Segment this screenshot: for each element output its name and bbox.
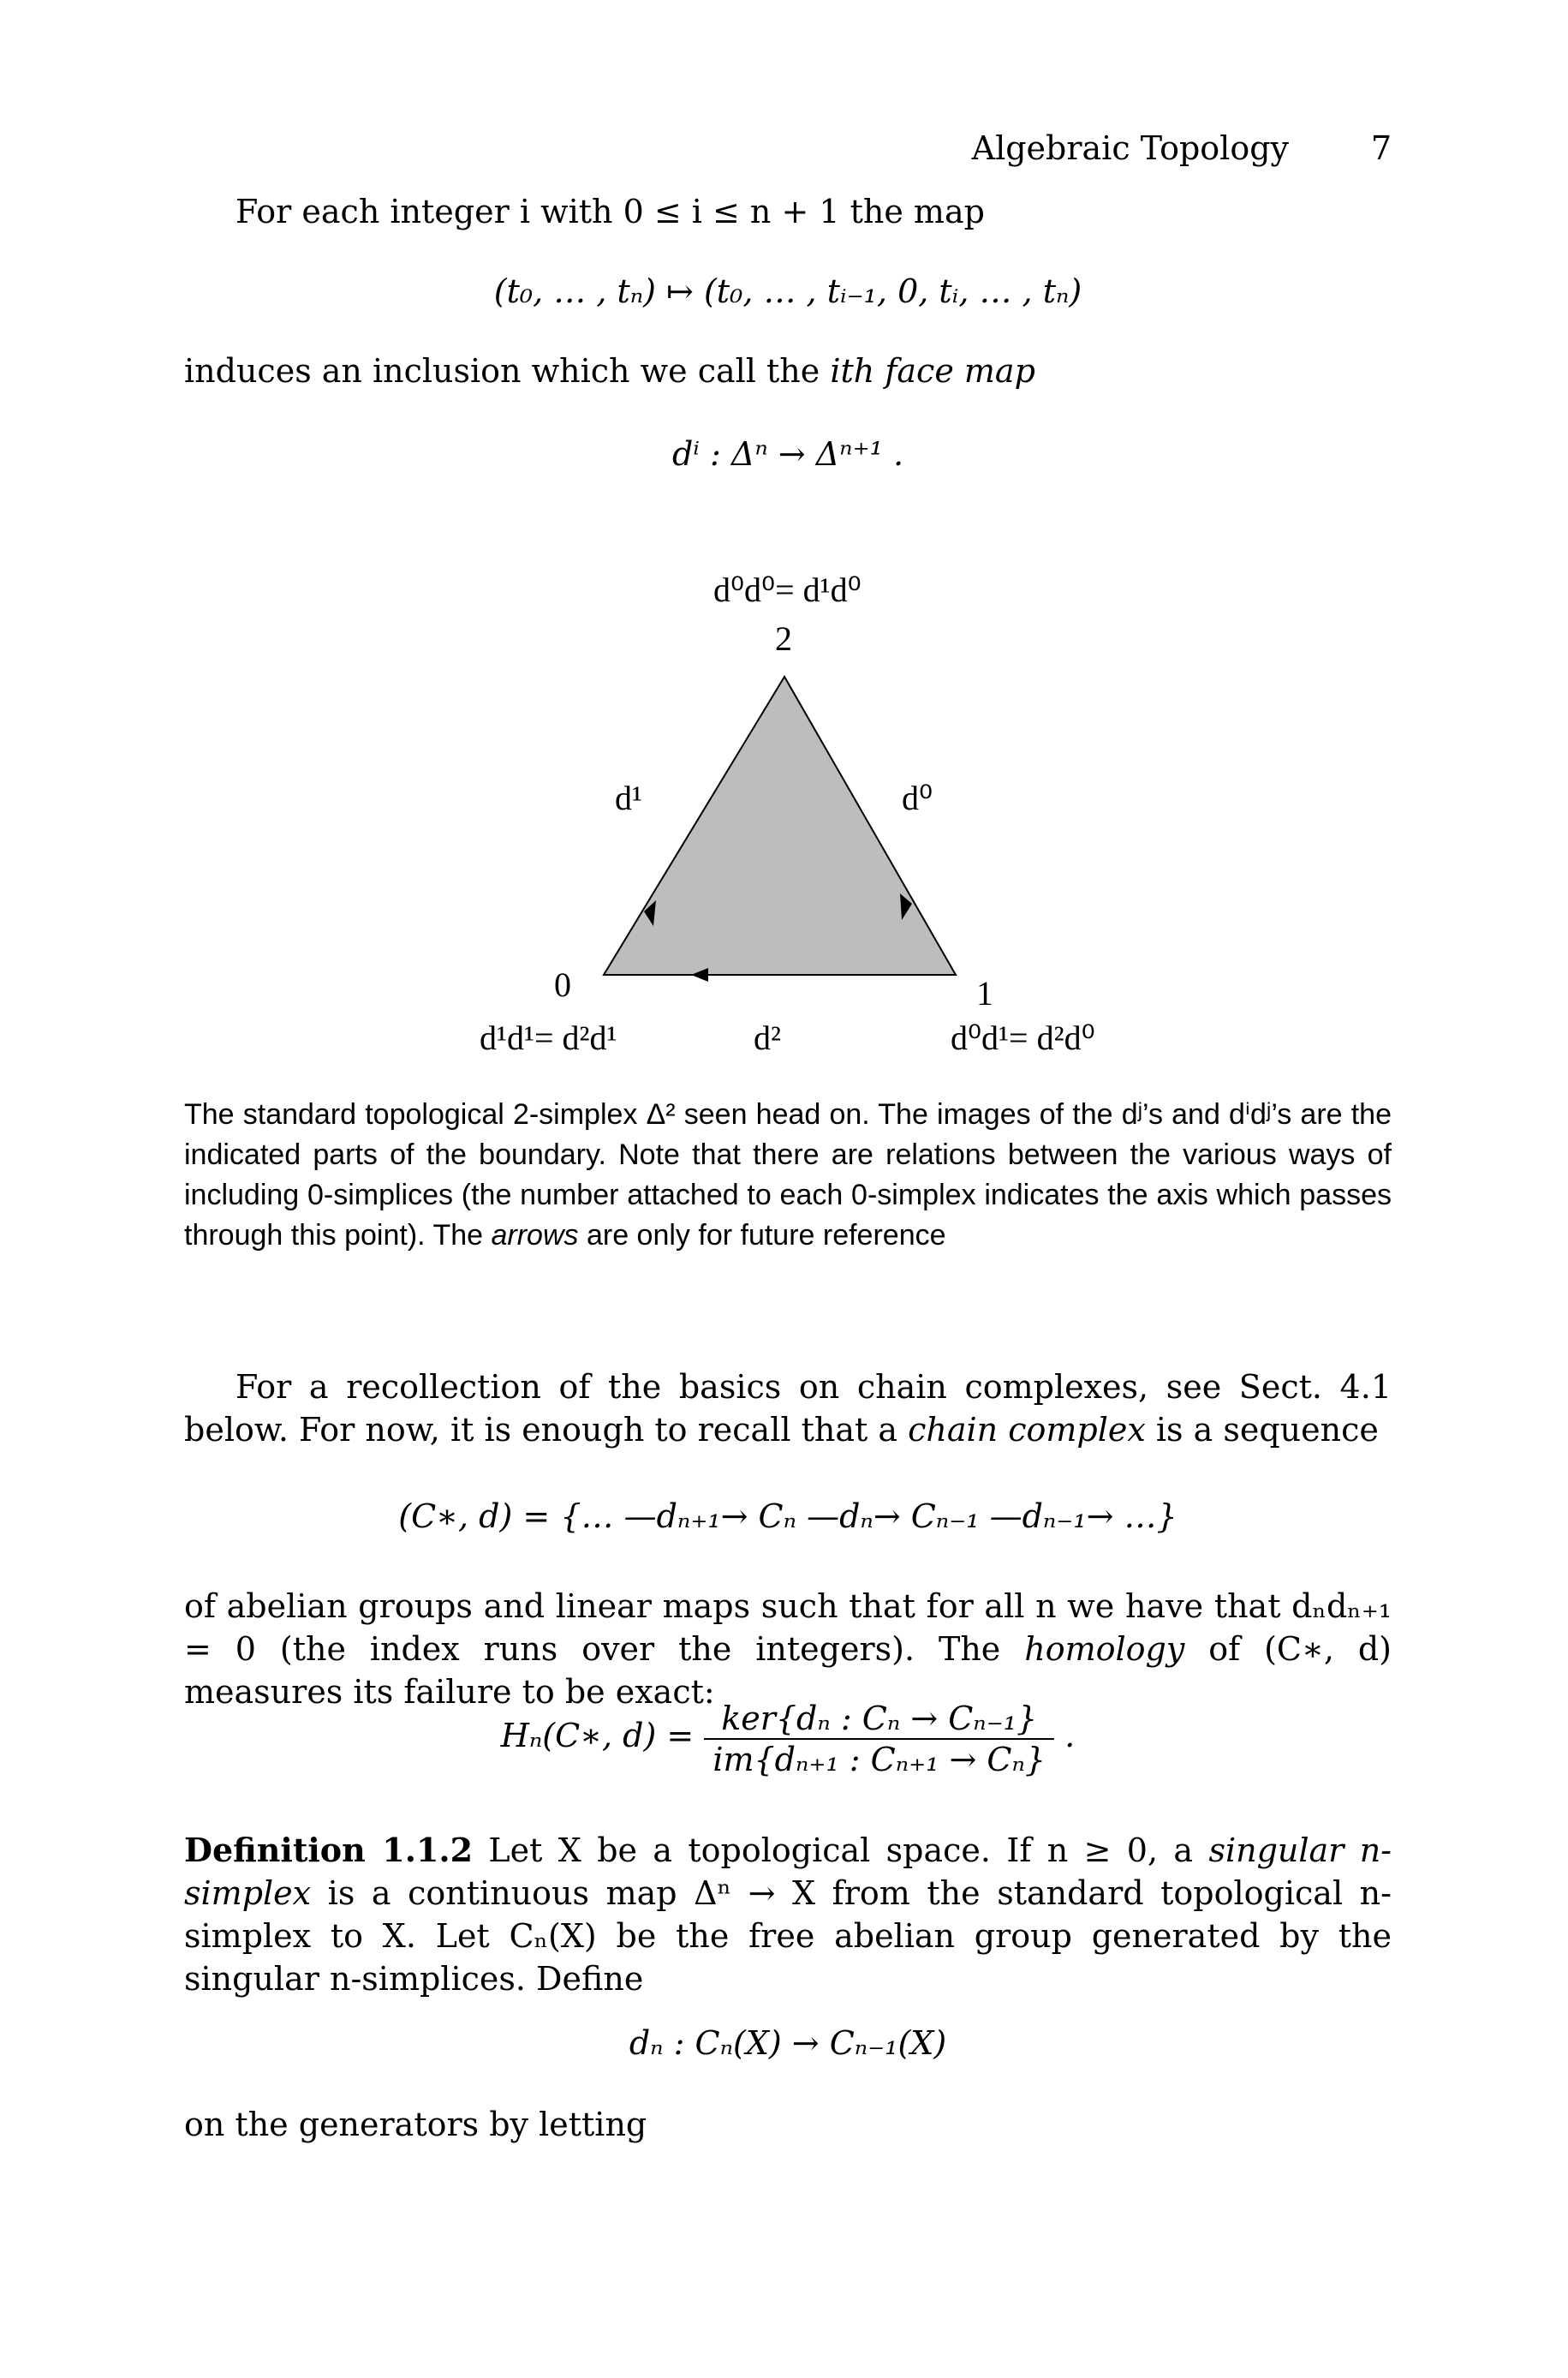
text-segment: of (C∗, d) measures its failure to be exact: [184, 1630, 1392, 1711]
text-segment: For a recollection of the basics on chain complexes, see Sect. 4.1 below. For now, it is enough to recall that a [184, 1368, 1392, 1449]
eq4-lhs: Hₙ(C∗, d) = [500, 1717, 695, 1754]
caption-arrows: arrows [491, 1219, 579, 1252]
label-vertex-1: 1 [976, 974, 993, 1013]
eq4-period: . [1064, 1717, 1076, 1754]
page-number: 7 [1370, 129, 1392, 167]
paragraph-chain-complex [184, 1365, 1392, 1451]
caption-text-1: The standard topological 2-simplex Δ² seen head on. The images of the dʲ’s and dⁱdʲ’s are the indicated parts of the boundary. Note that there are relations between the various ways of including 0-simplices (the number attached to each 0-simplex indicates the axis which passes through this point). The [184, 1098, 1392, 1252]
figure-caption [184, 1095, 1392, 1256]
running-header [184, 127, 1392, 170]
page [184, 0, 1392, 2378]
text-segment: is a continuous map Δⁿ → X from the standard topological n-simplex to X. Let Cₙ(X) be the free abelian group generated by the singular n-simplices. Define [184, 1874, 1392, 1998]
label-edge-d2: d² [754, 1019, 781, 1057]
label-vertex-2: 2 [775, 619, 792, 658]
label-top-relation: d⁰d⁰= d¹d⁰ [713, 571, 862, 609]
eq4-denominator: im{dₙ₊₁ : Cₙ₊₁ → Cₙ} [712, 1740, 1046, 1778]
term-homology: homology [1024, 1630, 1185, 1668]
simplex-figure [184, 557, 1392, 1088]
label-edge-d1: d¹ [615, 779, 642, 817]
label-bottom-left-relation: d¹d¹= d²d¹ [480, 1019, 617, 1057]
term-singular-simplex: singular n-simplex [184, 1831, 1392, 1912]
eq3-sequence: {… —dₙ₊₁→ Cₙ —dₙ→ Cₙ₋₁ —dₙ₋₁→ …} [560, 1497, 1177, 1535]
term-face-map: face map [885, 352, 1035, 390]
definition-label: Definition 1.1.2 [184, 1831, 474, 1869]
text-segment: Let X be a topological space. If n ≥ 0, a [473, 1831, 1209, 1869]
equation-homology [184, 1696, 1392, 1779]
equation-face-map: dⁱ : Δⁿ → Δⁿ⁺¹ . [671, 435, 904, 473]
text-ith: ith [830, 352, 875, 390]
paragraph-homology [184, 1585, 1392, 1713]
equation-chain-complex [184, 1495, 1392, 1538]
label-bottom-right-relation: d⁰d¹= d²d⁰ [951, 1019, 1095, 1057]
text-segment: induces an inclusion which we call the [184, 352, 831, 390]
text-segment: is a sequence [1145, 1411, 1379, 1449]
eq3-lhs: (C∗, d) = [398, 1497, 551, 1535]
definition-1-1-2 [184, 1829, 1392, 2000]
label-edge-d0: d⁰ [902, 779, 933, 817]
label-vertex-0: 0 [554, 965, 571, 1004]
eq4-numerator: ker{dₙ : Cₙ → Cₙ₋₁} [704, 1699, 1054, 1740]
eq4-fraction [704, 1699, 1054, 1779]
caption-text-2: are only for future reference [578, 1219, 946, 1252]
text-segment: of abelian groups and linear maps such that for all n we have that dₙdₙ₊₁ = 0 (the index runs over the integers). The [184, 1587, 1392, 1668]
paragraph-face-map-definition [184, 350, 1392, 392]
paragraph-face-map-intro: For each integer i with 0 ≤ i ≤ n + 1 the map [235, 193, 985, 230]
equation-face-map-formula: (t₀, … , tₙ) ↦ (t₀, … , tᵢ₋₁, 0, tᵢ, … , tₙ) [493, 272, 1082, 310]
equation-boundary-map: dₙ : Cₙ(X) → Cₙ₋₁(X) [629, 2024, 947, 2062]
running-title: Algebraic Topology [971, 129, 1289, 167]
paragraph-generators: on the generators by letting [184, 2106, 647, 2143]
simplex-triangle [604, 677, 956, 975]
term-chain-complex: chain complex [908, 1411, 1146, 1449]
